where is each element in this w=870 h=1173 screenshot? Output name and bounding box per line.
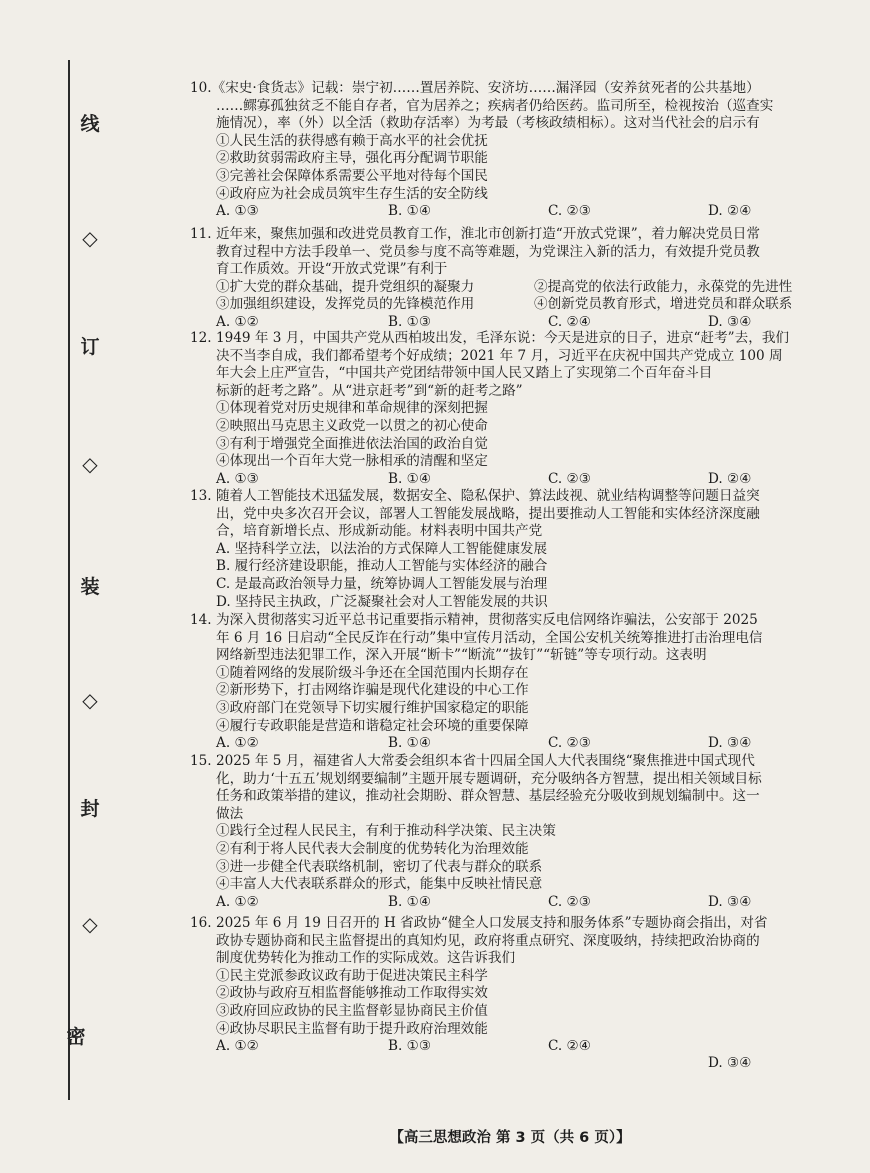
question-15 — [190, 753, 858, 911]
choice-d: D. ③④ — [708, 893, 752, 910]
question-stem-line: 制度优势转化为推动工作的实际成效。这告诉我们 — [216, 950, 516, 967]
question-11 — [190, 226, 858, 332]
binding-diamond: ◇ — [82, 912, 98, 936]
question-stem-line: 10.《宋史·食货志》记载：崇宁初……置居养院、安济坊……漏泽园（安养贫死者的公共基地） — [190, 80, 760, 96]
option-row — [216, 279, 858, 297]
option-line: ②新形势下，打击网络诈骗是现代化建设的中心工作 — [216, 682, 529, 699]
choice-c: C. ②④ — [548, 1038, 591, 1055]
option-line: C. 是最高政治领导力量，统筹协调人工智能发展与治理 — [216, 575, 548, 592]
choice-b: B. ①④ — [388, 735, 432, 752]
option-line: ③进一步健全代表联络机制，密切了代表与群众的联系 — [216, 858, 543, 875]
option-line: ③完善社会保障体系需要公平地对待每个国民 — [216, 167, 488, 184]
binding-diamond: ◇ — [82, 226, 98, 250]
question-stem-line: 决不当李自成，我们都希望考个好成绩；2021 年 7 月，习近平在庆祝中国共产党成立 100 周 — [216, 347, 783, 364]
choice-d: D. ③④ — [708, 735, 752, 752]
binding-char-mi: 密 — [66, 1026, 86, 1048]
option-line: ①民主党派参政议政有助于促进决策民主科学 — [216, 967, 488, 984]
choice-c: C. ②③ — [548, 735, 591, 752]
choice-d: D. ②④ — [708, 470, 752, 487]
option-line: ④履行专政职能是营造和谐稳定社会环境的重要保障 — [216, 717, 529, 734]
option-line: ④体现出一个百年大党一脉相承的清醒和坚定 — [216, 453, 488, 470]
option-line: ④丰富人大代表联系群众的形式，能集中反映社情民意 — [216, 876, 543, 893]
answer-choices — [216, 735, 858, 753]
option-line: ④政协尽职民主监督有助于提升政府治理效能 — [216, 1020, 488, 1037]
choice-a: A. ①③ — [216, 203, 259, 220]
choice-a: A. ①② — [216, 313, 259, 330]
option-line: ①扩大党的群众基础，提升党组织的凝聚力 — [216, 278, 475, 295]
option-line: ④创新党员教育形式，增进党员和群众联系 — [534, 296, 793, 313]
question-13 — [190, 488, 858, 611]
option-line: D. 坚持民主执政，广泛凝聚社会对人工智能发展的共识 — [216, 593, 548, 610]
question-stem-line: 15. 2025 年 5 月，福建省人大常委会组织本省十四届全国人大代表围绕“聚焦推进中国式现代 — [190, 753, 755, 769]
question-stem-line: 合，培育新增长点、形成新动能。材料表明中国共产党 — [216, 523, 543, 540]
option-line: ③有利于增强党全面推进依法治国的政治自觉 — [216, 435, 488, 452]
question-stem-line: 网络新型违法犯罪工作，深入开展“断卡”“断流”“拔钉”“斩链”等专项行动。这表明 — [216, 647, 707, 664]
question-stem-line: 16. 2025 年 6 月 19 日召开的 H 省政协“健全人口发展支持和服务体系”专题协商会指出，对省 — [190, 915, 768, 931]
choice-a: A. ①② — [216, 735, 259, 752]
question-stem-line: 育工作质效。开设“开放式党课”有利于 — [216, 261, 448, 278]
option-line: ①践行全过程人民民主，有利于推动科学决策、民主决策 — [216, 823, 556, 840]
choice-b: B. ①④ — [388, 470, 432, 487]
question-stem-line: 出，党中央多次召开会议，部署人工智能发展战略，提出要推动人工智能和实体经济深度融 — [216, 505, 760, 522]
binding-char-zhuang: 装 — [80, 576, 100, 598]
option-line: ①随着网络的发展阶级斗争还在全国范围内长期存在 — [216, 664, 529, 681]
question-stem-line: 11. 近年来，聚焦加强和改进党员教育工作，淮北市创新打造“开放式党课”，着力解决党员日常 — [190, 226, 760, 242]
choice-d: D. ②④ — [708, 203, 752, 220]
question-stem-line: 12. 1949 年 3 月，中国共产党从西柏坡出发，毛泽东说：今天是进京的日子，进京“赶考”去，我们 — [190, 330, 790, 346]
choice-b: B. ①④ — [388, 203, 432, 220]
answer-choices — [216, 1038, 858, 1072]
page-footer: 【高三思想政治 第 3 页（共 6 页）】 — [389, 1130, 631, 1146]
option-line: ②映照出马克思主义政党一以贯之的初心使命 — [216, 417, 488, 434]
choice-d: D. ③④ — [708, 1055, 752, 1072]
choice-b: B. ①③ — [388, 1038, 432, 1055]
answer-choices — [216, 314, 858, 332]
question-16 — [190, 915, 858, 1072]
question-stem-line: 化，助力‘十五五’规划纲要编制”主题开展专题调研，充分吸纳各方智慧，提出相关领域目标 — [216, 770, 762, 787]
binding-diamond: ◇ — [82, 452, 98, 476]
option-row — [216, 296, 858, 314]
option-line: ①体现着党对历史规律和革命规律的深刻把握 — [216, 400, 488, 417]
choice-c: C. ②④ — [548, 313, 591, 330]
choice-d: D. ③④ — [708, 313, 752, 330]
option-line: ②救助贫弱需政府主导，强化再分配调节职能 — [216, 150, 488, 167]
question-12 — [190, 330, 858, 488]
binding-line — [68, 60, 70, 1100]
question-stem-line: 做法 — [216, 805, 244, 822]
question-stem-line: 年 6 月 16 日启动“全民反诈在行动”集中宣传月活动，全国公安机关统筹推进打击治理电信 — [216, 629, 763, 646]
answer-choices — [216, 894, 858, 912]
choice-c: C. ②③ — [548, 470, 591, 487]
option-line: ①人民生活的获得感有赖于高水平的社会优抚 — [216, 132, 488, 149]
binding-char-feng: 封 — [80, 798, 100, 820]
question-stem-line: 任务和政策举措的建议，推动社会期盼、群众智慧、基层经验充分吸收到规划编制中。这一 — [216, 788, 760, 805]
option-line: ②提高党的依法行政能力，永葆党的先进性 — [534, 278, 793, 295]
choice-c: C. ②③ — [548, 893, 591, 910]
question-stem-line: 标新的赶考之路”。从“进京赶考”到“新的赶考之路” — [216, 382, 523, 399]
choice-a: A. ①② — [216, 893, 259, 910]
question-stem-line: 14. 为深入贯彻落实习近平总书记重要指示精神，贯彻落实反电信网络诈骗法，公安部于 2025 — [190, 612, 758, 628]
question-stem-line: 施情况），率（外）以全活（救助存活率）为考最（考核政绩相标）。这对当代社会的启示有 — [216, 115, 760, 132]
option-line: B. 履行经济建设职能，推动人工智能与实体经济的融合 — [216, 558, 548, 575]
choice-a: A. ①② — [216, 1038, 259, 1055]
choice-a: A. ①③ — [216, 470, 259, 487]
question-stem-line: 政协专题协商和民主监督提出的真知灼见，政府将重点研究、深度吸纳，持续把政治协商的 — [216, 932, 760, 949]
option-line: ③加强组织建设，发挥党员的先锋模范作用 — [216, 296, 475, 313]
option-line: ③政府回应政协的民主监督彰显协商民主价值 — [216, 1002, 488, 1019]
answer-choices — [216, 471, 858, 489]
question-14 — [190, 612, 858, 753]
question-stem-line: ……鳏寡孤独贫乏不能自存者，官为居养之；疾病者仍给医药。监司所至，检视按治（巡查实 — [216, 97, 774, 114]
answer-choices — [216, 203, 858, 221]
binding-char-ding: 订 — [80, 336, 100, 358]
choice-c: C. ②③ — [548, 203, 591, 220]
binding-diamond: ◇ — [82, 688, 98, 712]
binding-char-xian: 线 — [80, 113, 100, 135]
choice-b: B. ①③ — [388, 313, 432, 330]
question-10 — [190, 80, 858, 221]
question-stem-line: 年大会上庄严宣告，“中国共产党团结带领中国人民又踏上了实现第二个百年奋斗目 — [216, 365, 713, 382]
option-line: ③政府部门在党领导下切实履行维护国家稳定的职能 — [216, 699, 529, 716]
question-stem-line: 13. 随着人工智能技术迅猛发展，数据安全、隐私保护、算法歧视、就业结构调整等问题日益突 — [190, 488, 760, 504]
option-line: A. 坚持科学立法，以法治的方式保障人工智能健康发展 — [216, 540, 548, 557]
option-line: ②有利于将人民代表大会制度的优势转化为治理效能 — [216, 840, 529, 857]
choice-b: B. ①④ — [388, 893, 432, 910]
option-line: ②政协与政府互相监督能够推动工作取得实效 — [216, 985, 488, 1002]
question-stem-line: 教育过程中方法手段单一、党员参与度不高等难题，为党课注入新的活力，有效提升党员教 — [216, 243, 760, 260]
option-line: ④政府应为社会成员筑牢生存生活的安全防线 — [216, 185, 488, 202]
